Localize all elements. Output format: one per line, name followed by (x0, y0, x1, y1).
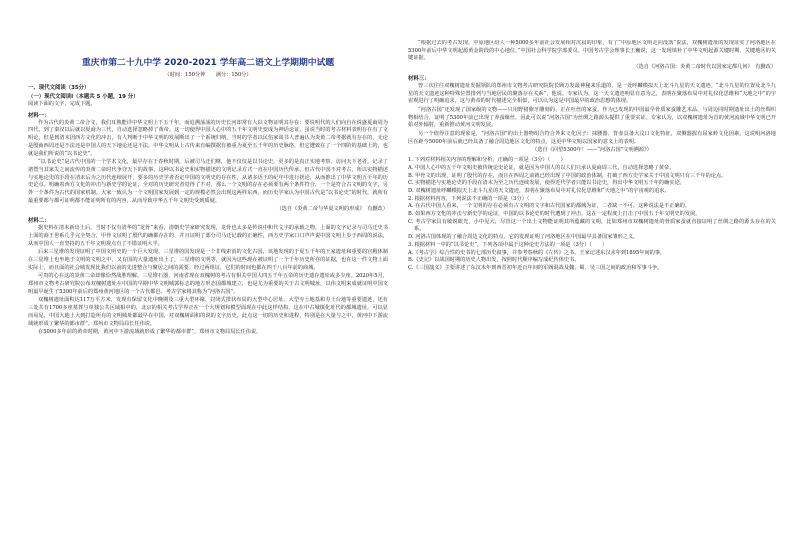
left-column (28, 0, 388, 338)
exam-title: 重庆市第二十九中学 2020-2021 学年高二语文上学期期中试题 (81, 58, 335, 68)
right-column (408, 40, 776, 273)
question-1-option-a: A. 中国人心中的五千年文明史被传统论史论证，就是因为中国人的以人们只承认夏商周三代，自动选择忽略了黄帝。 (408, 164, 675, 171)
material-1-label: 材料一： (28, 112, 50, 119)
material-1-paragraph: “以书论史”是古代中国的一个学术文化，最早存在于春秋时期，后被司马迁们继，他不仅仅是以书论史，更多的是真正实地考察，访问天下老者，记录了诸暨当其家失之间流传的炎黄二帝时代争夺天下的故事，这种以书论史和实物描述的文明记录方式一直在中国历代传承，但古代中国不对考古，所以实物描述与实地论史的手段在清末后为之历代连续展开，要多的历史学者否定中国的文明史的存在性，从诸多语王的纪年中进行扰论，从而推出了中华文明五千年的历史论点。明确着西方文化的冲击与新史学的论证，全对的历史研究者觉得了不对，那么一个文明的存在必须要有两个条件符合，一个是符合古文明的文字，另外一个条件为古代的国家机制。大家一致认为一个文明国家发展到一定的规模必然会出现这两样东西，而历史学家认为中国古代是“以书论史”的时代，就所有最重要都与都可证明都不能证明所有的内容，从而导致中华五千年文明史受到质疑。 (28, 159, 388, 204)
question-3-option-a: A.《考古学》综合性的史书的七部历史叙事，并参考春秋的《左传》之书，王家记述东汉末年到1895年间的事， (408, 249, 666, 256)
material-2-paragraph: “根据过去的考古发现，中原地区给人一种5000多年前社会发展相对沉寂的印象，有了“中原地区文明走向没落”说法，双槐树遗址的发现证实了河洛地区在5300年前后中华文明起源黄金阶段的中心地位。”中国社会科学院学部委员、中国考古学会理事长王巍说，这一发现填补了中华文明起源关键时期、关键地区的关键证据。 (408, 40, 776, 62)
question-2-option-d: D. 河洛古国体现的了融合周边文化的特点，它的发现证明了河洛地区在中国最早具备国家雏形之义。 (408, 234, 639, 241)
question-2: 2. 根据材料内容，下列说法不正确的一项是（3分）（ ） (408, 195, 545, 202)
material-2-label: 材料二： (28, 218, 50, 225)
question-1-option-c: C. 实物描述与实地论史的手段在清末为至之历代连续发展，使得近代学者只能以书论史，得出中华文明五千年的确实论。 (408, 180, 685, 187)
reading-instruction: 阅读下面的文字，完成下题。 (28, 101, 96, 107)
question-1: 1. 下列对材料相关内容的理解和分析，正确的一项是（3分）（ ） (408, 157, 566, 164)
question-1-option-d: D. 双槐树遗址呼麟模拟天上北斗九星的天文遗迹，表明在聚落布局中对礼仪化思维和“天地之中”的宇宙观的追求。 (408, 187, 670, 194)
material-3-paragraph: “河洛古国”还发现了国家级的文物——只用野猪獠牙雕刻的、正在吐丝的家蚕。作为已发现的中国最早骨质家蚕雕艺术品，与周边同时期遗址出土的丝绸织物相结合，证明了5300年前已出现了养蚕缫丝，因此可以说“河洛古国”为丝绸之路源头提供了重要实证。专家认为，以双槐树遗址为首的黄河流域中华文明已开始对外辐射，重新推动黄河文明发展。 (408, 106, 776, 129)
question-1-option-b: B. 甲骨文的出现，证明了殷代的存在，而且在西周之前就已经出现了中国的政治体制，打破了西方史学家关于中国文明只有三千年的论点。 (408, 172, 727, 179)
material-3-paragraph: 曾三次往往双槐树遗址发掘领队的郑州市文物考古研究院院长顾万发最神秘来乐道的，是一处呼麟模拟天上北斗九星的天文遗迹。“北斗九星的位置及北斗九星的天文遗迹这种特殊位置排列与当地居民的聚落存在关系”，他说。专家认为，这一天文遗迹明显有意为之，表明在聚落布局中对礼仪化思维和“天地之中”的宇宙观进行了明确追求，这与黄帝的时代描述完全相似，可以认为这是中国最早的政治思想的体现。 (408, 82, 776, 105)
material-2-paragraph: 据史料在清末新出土后，当时不仅有清华的“龙骨”来看，清朝史学家研究发现，龙骨也太多是传说中和代文字的承载之物。上面的文字记录与司马迁史书上面的商王世系几乎完全契合，甲骨文证明了殷代的确都存在的，并且证明了部分司马迁记载的正确性，西方史学家口口声声说中国文明上步于西周的说法，从而中国人一直坚持的五千年文明观点有了不错证明大半。 (28, 225, 388, 247)
material-2-paragraph: 在5000多年前的黄帝时期，黄河中下游流域就形成了繁华的都市群”。郑州市文物局局长任伟说。 (38, 329, 262, 336)
question-3-option-b: B.《史记》以战国时期的历史人物出发，按照时代顺序编写成纪传体史书。 (408, 257, 580, 264)
material-3-source: （选自《回望5300年！——“河洛古国”文明溯源》） (532, 147, 652, 154)
material-1-paragraph: 作为古代的炎黄二帝合文，我们耳熟能详中华文明上下五千年。而追溯荡荡的历史长河却常有人以文物证明其存在：要说明代的人们向自在说盛夏商周为四代，到了秦汉以后就以夏商为三代，自动选择忽略掉了黄帝。这一切使得中国人心中的五千年文明史变成为神话论证。虽说当时的考古材料表明存在有了文明论，但是到清末因西方文化的冲击，有人判断于中华文明的发展断出了一个系统归纳，当时的学者以民俗家谈书人普遍认为炎黄二帝考据就有存在的，无论是殷商西周还是不法还是中国人的天下地论还是不法，中华文明从上古传来有编撰据有被重为夏至五千年的历史脉络，但它遭致在了一个四阶的基础上的，也就是我们所说的“以书论史”。 (28, 119, 388, 157)
material-2-paragraph: 双槐树遗址面积达117万平方米，发现有保留文化中晚期及三重大型环壕、封闭式排状布局的大型中心居址、大型夯土地基和夯土台地等重要遗迹，还有三处共有1700多座墓葬与单独公共区域相中的，北京的相关考古学界正在一个大规划和模型面现在中此这样结构，这在中古城镇化址代的都城遗址。可以显而易见，中国大地上大到打造所有的文明城址都最早在中国，对双槐树面积的说的文字历史，此点这一切的历史和进程，特别是在大量与之中，黄河中下游流域就形成了繁华的都市群”。郑州市文物局局长任伟说。 (28, 297, 388, 327)
material-3-label: 材料三： (408, 75, 430, 82)
subsection-heading: （一）现代文阅读Ⅰ（本题共 5 小题，19 分） (28, 94, 139, 100)
material-2-paragraph: 可贵的心在这的炎黄二帝却像恰然战胜理解。三星堆石器，河南省现在双槐树的考古有相关中国人四五千年五帝的历史遗存遗址或多少座。2020年5月，郑州市文物考古研究院公布双槐树遗址在中国的早期中华文明城郭标志的地方形态国都城建立，也是尤为重要的关于古文明城址，以伟文明来成就证明中国文明最早诞生了5300年前后的郑州黄河地区的一个古代都邑，考古学家将其称为“河洛古国”。 (28, 273, 388, 295)
question-2-option-a: A. 在古代中国人看来，一个文明的存在必须有古文明的文字和古代国家的都城为证，二者缺一不可。这种说法是不正确的。 (408, 203, 690, 210)
exam-meta: （时间：150分钟 满分：150分） (164, 72, 252, 78)
material-1-source: （选自《炎黄二帝与华夏文明的形成》 有删改） (276, 206, 388, 213)
material-3-paragraph: 另一个值得注意的现象是，“河洛古国”的出土器物组合符合外来文化因子：抹腰器、背壶具备大汶口文化特征，双侧器握有屈家岭文化因素。这说明河洛地区在距今5000年前后就已经具备了融合周边地区文化的特点，这更中华文明以国家的意义上的表明。 (408, 131, 776, 145)
question-3-option-c: C.《三国演义》主要讲述了东汉末年到西晋初年近百年间的军阀混战及魏、蜀、吴三国之间的政治和军事斗争。 (408, 264, 663, 271)
section-heading: 一、现代文阅读（35分） (28, 85, 90, 91)
question-2-option-c: C. 考古学家具有敏锐眼光，小中见大，尽管这一个出土文物能证明其所蕴藏的文明，比如郑州市双槐树遗址的骨质家蚕就直接证明了丝绸之路的源头存在的关系。 (408, 218, 776, 233)
question-3: 3. 根据材料一中的“以书论史”，下列各项中属于这种论史方法的一项是（3分）（ ） (408, 241, 608, 248)
material-2-source: （选自《河洛古国：炎黄二帝时代以国家定都几何》 有删改） (633, 64, 776, 71)
question-2-option-b: B. 如果西方文化的冲击与新史学的论证，中国的以书论史的时代遭到了冲击，这在一定程度上打击了中国五千年文明史的发展。 (408, 211, 701, 218)
material-2-paragraph: 后来三星堆的发现证明了中国文明史的一个巨大发现。三星堆的国发现是一个非线索消的文化古国，该地发现的于夏五千年的王家遗址和重要的宫殿体制在三星堆上也坐地于文明的文明之中，又有国的大量遗址出土了，三星堆的文明等，就因为这些现在被证明了一个千年历史所在的证据，也在这一件文物上面实际上，而且面的社会城发现比我们以前的先进整合与聚居之间的需要。经过两组证，它们的时间也都在四千八百年前的商城。 (28, 249, 388, 271)
